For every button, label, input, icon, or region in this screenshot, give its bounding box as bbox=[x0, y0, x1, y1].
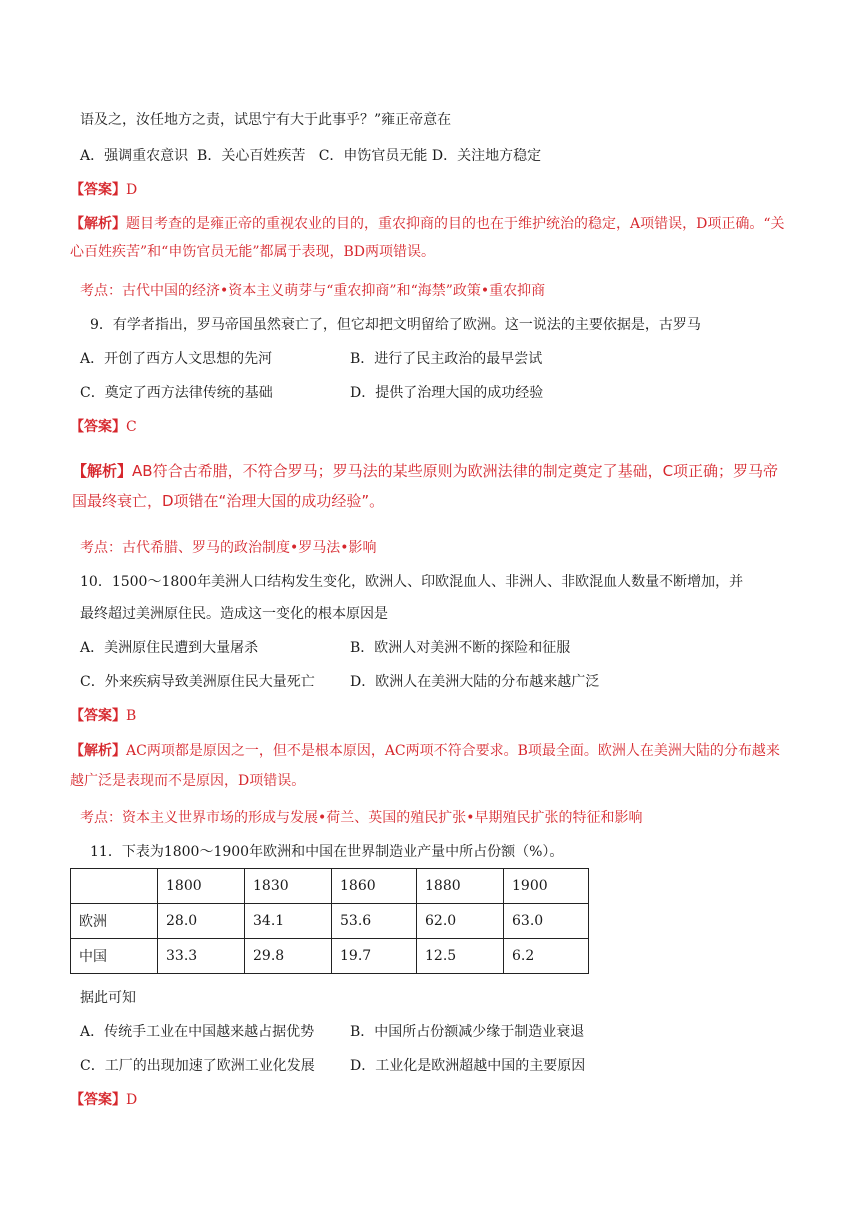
q10-options-row1 bbox=[80, 638, 570, 658]
q10-option-a: A．美洲原住民遭到大量屠杀 bbox=[80, 640, 259, 656]
q8-analysis bbox=[70, 210, 792, 266]
q8-kaodian: 考点：古代中国的经济•资本主义萌芽与“重农抑商”和“海禁”政策•重农抑商 bbox=[80, 283, 546, 299]
q8-answer bbox=[70, 180, 137, 200]
q11-data-table bbox=[70, 868, 589, 974]
answer-value: D bbox=[126, 1092, 138, 1108]
table-cell bbox=[71, 869, 158, 904]
q10-kaodian: 考点：资本主义世界市场的形成与发展•荷兰、英国的殖民扩张•早期殖民扩张的特征和影响 bbox=[80, 810, 643, 826]
q11-table-wrap bbox=[80, 868, 589, 974]
q8-option-c: C．申饬官员无能 bbox=[318, 148, 428, 164]
q11-answer bbox=[70, 1090, 137, 1110]
q9-analysis bbox=[72, 456, 788, 516]
q9-kaodian: 考点：古代希腊、罗马的政治制度•罗马法•影响 bbox=[80, 540, 377, 556]
table-cell: 中国 bbox=[71, 939, 158, 974]
q10-options-row2 bbox=[80, 672, 599, 692]
answer-value: C bbox=[126, 419, 137, 435]
answer-tag: 【答案】 bbox=[70, 1092, 126, 1108]
table-cell: 1860 bbox=[332, 869, 417, 904]
q11-options-row1 bbox=[80, 1022, 584, 1042]
q10-stem-line2: 最终超过美洲原住民。造成这一变化的根本原因是 bbox=[80, 606, 388, 622]
q11-option-a: A．传统手工业在中国越来越占据优势 bbox=[80, 1024, 315, 1040]
q10-analysis bbox=[70, 736, 792, 796]
q11-stem: 11．下表为1800～1900年欧洲和中国在世界制造业产量中所占份额（%）。 bbox=[90, 844, 564, 860]
q10-answer bbox=[70, 706, 136, 726]
table-cell: 1800 bbox=[158, 869, 245, 904]
q11-after-table: 据此可知 bbox=[80, 990, 136, 1006]
table-cell: 19.7 bbox=[332, 939, 417, 974]
q9-option-b: B．进行了民主政治的最早尝试 bbox=[350, 351, 543, 367]
table-cell: 63.0 bbox=[504, 904, 589, 939]
table-cell: 6.2 bbox=[504, 939, 589, 974]
q10-stem-line1: 10．1500～1800年美洲人口结构发生变化，欧洲人、印欧混血人、非洲人、非欧混血人数量不断增加，并 bbox=[80, 574, 744, 590]
q8-option-d: D．关注地方稳定 bbox=[431, 148, 542, 164]
answer-tag: 【答案】 bbox=[70, 708, 126, 724]
q9-option-a: A．开创了西方人文思想的先河 bbox=[80, 351, 273, 367]
analysis-tag: 【解析】 bbox=[70, 216, 126, 232]
q11-option-c: C．工厂的出现加速了欧洲工业化发展 bbox=[80, 1058, 315, 1074]
answer-value: D bbox=[126, 182, 138, 198]
analysis-text: AC两项都是原因之一，但不是根本原因，AC两项不符合要求。B项最全面。欧洲人在美洲大陆的分布越来越广泛是表现而不是原因，D项错误。 bbox=[70, 743, 780, 789]
q9-option-d: D．提供了治理大国的成功经验 bbox=[350, 385, 544, 401]
table-cell: 29.8 bbox=[245, 939, 332, 974]
table-cell: 欧洲 bbox=[71, 904, 158, 939]
analysis-tag: 【解析】 bbox=[70, 743, 126, 759]
table-cell: 33.3 bbox=[158, 939, 245, 974]
analysis-tag: 【解析】 bbox=[72, 462, 133, 480]
q8-stem: 语及之，汝任地方之责，试思宁有大于此事乎？”雍正帝意在 bbox=[80, 112, 452, 128]
table-cell: 62.0 bbox=[417, 904, 504, 939]
table-cell: 28.0 bbox=[158, 904, 245, 939]
q8-options bbox=[80, 146, 541, 166]
table-row bbox=[71, 939, 589, 974]
analysis-text: AB符合古希腊，不符合罗马；罗马法的某些原则为欧洲法律的制定奠定了基础，C项正确；罗马帝国最终衰亡，D项错在“治理大国的成功经验”。 bbox=[72, 462, 779, 510]
q9-options-row2 bbox=[80, 383, 543, 403]
q10-option-c: C．外来疾病导致美洲原住民大量死亡 bbox=[80, 674, 315, 690]
q10-option-b: B．欧洲人对美洲不断的探险和征服 bbox=[350, 640, 571, 656]
q11-option-b: B．中国所占份额减少缘于制造业衰退 bbox=[350, 1024, 585, 1040]
q9-option-c: C．奠定了西方法律传统的基础 bbox=[80, 385, 273, 401]
table-header-row bbox=[71, 869, 589, 904]
q9-stem: 9．有学者指出，罗马帝国虽然衰亡了，但它却把文明留给了欧洲。这一说法的主要依据是，古罗马 bbox=[90, 317, 701, 333]
answer-tag: 【答案】 bbox=[70, 419, 126, 435]
table-cell: 53.6 bbox=[332, 904, 417, 939]
q8-option-b: B．关心百姓疾苦 bbox=[197, 148, 306, 164]
table-cell: 1880 bbox=[417, 869, 504, 904]
q11-option-d: D．工业化是欧洲超越中国的主要原因 bbox=[350, 1058, 586, 1074]
q11-options-row2 bbox=[80, 1056, 585, 1076]
q9-options-row1 bbox=[80, 349, 542, 369]
table-row bbox=[71, 904, 589, 939]
q10-option-d: D．欧洲人在美洲大陆的分布越来越广泛 bbox=[350, 674, 600, 690]
answer-value: B bbox=[126, 708, 137, 724]
table-cell: 1900 bbox=[504, 869, 589, 904]
table-cell: 34.1 bbox=[245, 904, 332, 939]
q8-option-a: A．强调重农意识 bbox=[80, 148, 189, 164]
q9-answer bbox=[70, 417, 137, 437]
table-cell: 12.5 bbox=[417, 939, 504, 974]
analysis-text: 题目考查的是雍正帝的重视农业的目的，重农抑商的目的也在于维护统治的稳定，A项错误，D项正确。“关心百姓疾苦”和“申饬官员无能”都属于表现，BD两项错误。 bbox=[70, 216, 785, 260]
table-cell: 1830 bbox=[245, 869, 332, 904]
answer-tag: 【答案】 bbox=[70, 182, 126, 198]
